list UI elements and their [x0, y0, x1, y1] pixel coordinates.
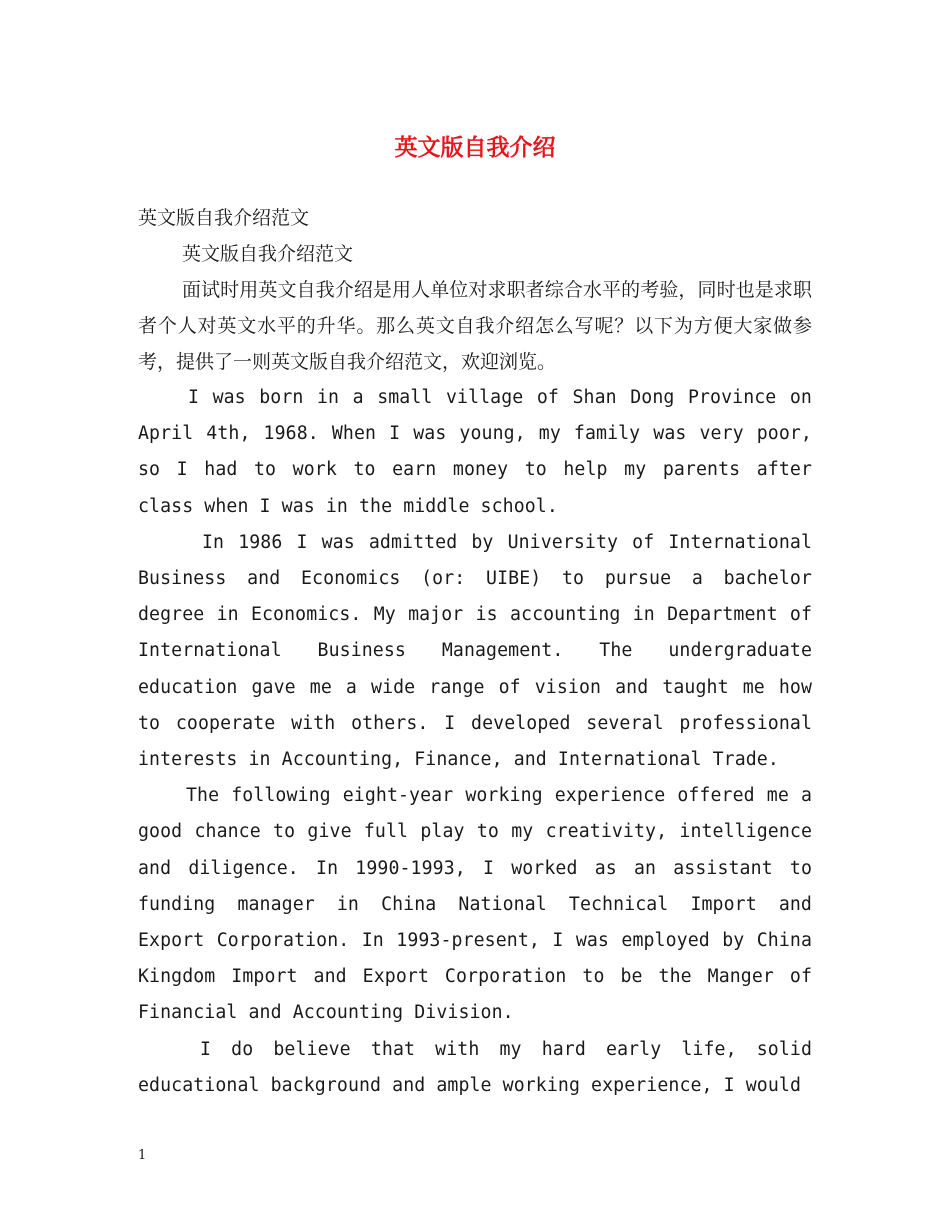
paragraph-education: In 1986 I was admitted by University of International Business and Economics (or: UIBE) to pursue a bachelor degree in Economics. My major is accounting in Department of International Business Management. The undergraduate education gave me a wide range of vision and taught me how to cooperate with others. I developed several professional interests in Accounting, Finance, and International Trade. [138, 531, 812, 771]
document-title: 英文版自我介绍 [394, 134, 556, 161]
paragraph-conclusion: I do believe that with my hard early life, solid educational background and ample working experience, I would [138, 1038, 812, 1096]
paragraph-experience: The following eight-year working experience offered me a good chance to give full play to my creativity, intelligence and diligence. In 1990-1993, I worked as an assistant to funding manager in China National Technical Import and Export Corporation. In 1993-present, I was employed by China Kingdom Import and Export Corporation to be the Manger of Financial and Accounting Division. [138, 785, 812, 1024]
document-body [138, 200, 812, 1104]
subtitle: 英文版自我介绍范文 [138, 207, 310, 229]
intro-paragraph: 面试时用英文自我介绍是用人单位对求职者综合水平的考验，同时也是求职者个人对英文水平的升华。那么英文自我介绍怎么写呢？以下为方便大家做参考，提供了一则英文版自我介绍范文，欢迎浏览。 [138, 279, 812, 373]
subtitle-indented: 英文版自我介绍范文 [182, 243, 354, 265]
page-number: 1 [138, 1148, 147, 1163]
paragraph-birth: I was born in a small village of Shan Dong Province on April 4th, 1968. When I was young, my family was very poor, so I had to work to earn money to help my parents after class when I was in the middle school. [138, 387, 812, 517]
